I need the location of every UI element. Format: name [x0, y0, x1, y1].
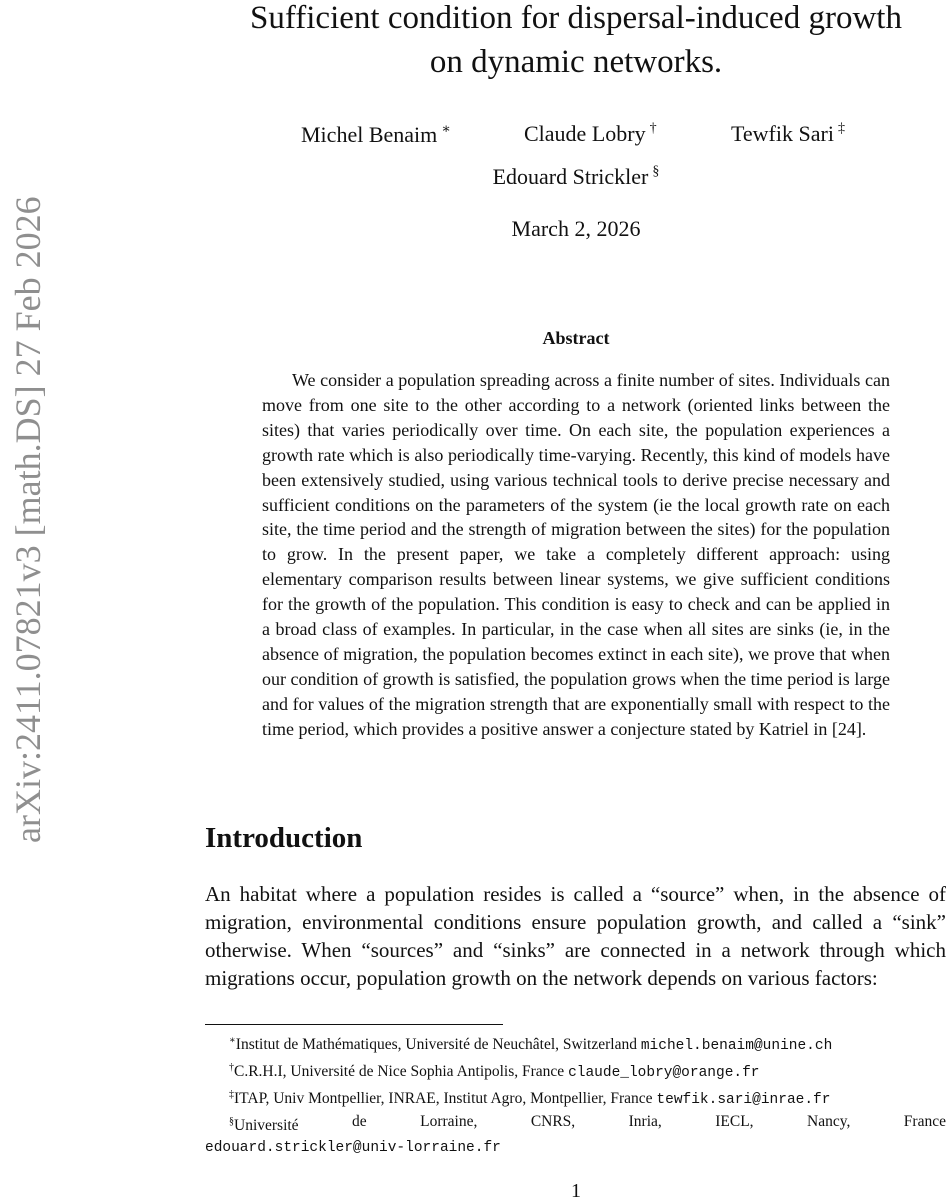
- footnote-strickler: [205, 1111, 946, 1137]
- author-footnote-mark: ‡: [837, 121, 845, 136]
- footnote-word: [229, 1111, 299, 1137]
- introduction-paragraph: An habitat where a population resides is called a “source” when, in the absence of migration, environmental conditions ensure population growth, and called a “sink” otherwise. When “sources” and “sinks” are connected in a network through which migrations occur, population growth on the network depends on various factors:: [205, 882, 946, 990]
- footnote-benaim: [205, 1030, 946, 1057]
- author-name: Michel Benaim: [301, 122, 438, 147]
- author-name: Claude Lobry: [524, 121, 646, 146]
- footnote-word: de: [352, 1113, 367, 1130]
- email-link[interactable]: tewfik.sari@inrae.fr: [656, 1092, 831, 1108]
- paper-title-line-1: Sufficient condition for dispersal-induced growth: [250, 0, 902, 36]
- author-footnote-mark: ∗: [441, 122, 451, 137]
- footnote-divider: [205, 1024, 503, 1025]
- author-footnote-mark: §: [652, 164, 660, 179]
- footnote-word: Nancy,: [807, 1113, 851, 1130]
- footnote-word: IECL,: [715, 1113, 754, 1130]
- author-lobry: [524, 121, 657, 147]
- abstract-body: We consider a population spreading across a finite number of sites. Individuals can move from one site to the other according to a network (oriented links between the sites) that varies periodically over time. On each site, the population experiences a growth rate which is also periodically time-varying. Recently, this kind of models have been extensively studied, using various technical tools to derive precise necessary and sufficient conditions on the parameters of the system (ie the local growth rate on each site, the time period and the strength of migration between the sites) for the population to grow. In the present paper, we take a completely different approach: using elementary comparison results between linear systems, we give sufficient conditions for the growth of the population. This condition is easy to check and can be applied in a broad class of examples. In particular, in the case when all sites are sinks (ie, in the absence of migration, the population becomes extinct in each site), we prove that when our condition of growth is satisfied, the population grows when the time period is large and for values of the migration strength that are exponentially small with respect to the time period, which provides a positive answer a conjecture stated by Katriel in [24].: [262, 370, 890, 739]
- footnote-word: Lorraine,: [420, 1113, 478, 1130]
- footnote-mark: §: [229, 1116, 234, 1127]
- email-link[interactable]: claude_lobry@orange.fr: [568, 1065, 760, 1081]
- section-heading-introduction: Introduction: [205, 822, 363, 854]
- footnote-affiliation: Institut de Mathématiques, Université de Neuchâtel, Switzerland: [235, 1036, 641, 1053]
- author-sari: [731, 121, 845, 147]
- paper-title-line-2: on dynamic networks.: [429, 44, 723, 80]
- email-link[interactable]: michel.benaim@unine.ch: [640, 1038, 833, 1054]
- email-link[interactable]: edouard.strickler@univ-lorraine.fr: [205, 1140, 501, 1156]
- footnote-word-text: Université: [234, 1117, 299, 1134]
- footnote-mark: ∗: [229, 1035, 236, 1046]
- arxiv-identifier-stamp: arXiv:2411.07821v3 [math.DS] 27 Feb 2026: [8, 196, 48, 844]
- author-strickler: [200, 164, 948, 190]
- footnote-mark: †: [229, 1062, 234, 1073]
- page-number: 1: [571, 1180, 581, 1202]
- abstract-heading: Abstract: [542, 328, 610, 348]
- footnotes: [205, 1030, 946, 1159]
- footnote-affiliation: C.R.H.I, Université de Nice Sophia Antipolis, France: [234, 1063, 569, 1080]
- footnote-word: Inria,: [628, 1113, 662, 1130]
- footnote-sari: [205, 1084, 946, 1111]
- footnote-mark: ‡: [229, 1089, 234, 1100]
- author-list: [200, 121, 948, 151]
- footnote-lobry: [205, 1057, 946, 1084]
- footnote-word: CNRS,: [530, 1113, 576, 1130]
- publication-date: March 2, 2026: [511, 216, 641, 241]
- author-footnote-mark: †: [649, 121, 657, 136]
- footnote-word: France: [903, 1113, 946, 1130]
- author-name: Edouard Strickler: [492, 164, 649, 189]
- paper-title: [200, 0, 948, 84]
- author-benaim: [301, 121, 451, 148]
- footnote-affiliation: ITAP, Univ Montpellier, INRAE, Institut Agro, Montpellier, France: [234, 1090, 657, 1107]
- author-name: Tewfik Sari: [731, 121, 834, 146]
